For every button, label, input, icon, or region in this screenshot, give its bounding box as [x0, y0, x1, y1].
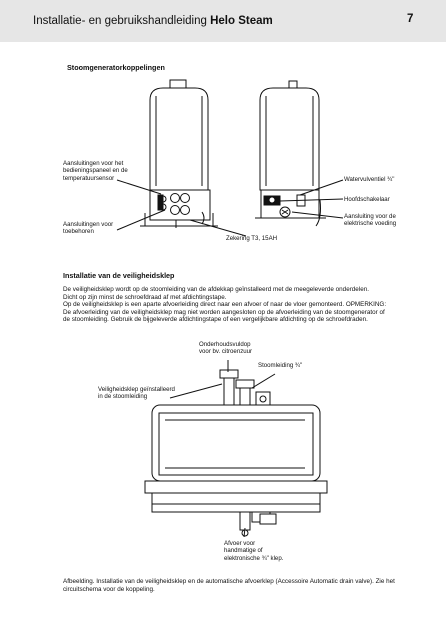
label-control-panel-connections: Aansluitingen voor het bedieningspaneel en de temperatuursensor — [63, 160, 128, 182]
label-drain: Afvoer voor handmatige of elektronische ¾" klep. — [224, 540, 284, 562]
label-maintenance-cap: Onderhoudsvuldop voor bv. citroenzuur — [199, 341, 253, 356]
label-fuse: Zekering T3, 15AH — [226, 235, 278, 242]
label-water-valve: Watervulventiel ¾" — [344, 176, 395, 183]
section-title-connections: Stoomgeneratorkoppelingen — [67, 63, 165, 72]
document-title: Installatie- en gebruikshandleiding Helo Steam — [33, 15, 273, 27]
label-power-connection: Aansluiting voor de elektrische voeding — [344, 213, 397, 228]
product-name: Helo Steam — [210, 15, 273, 27]
generator-left-illustration — [140, 80, 218, 228]
section-title-safety-valve: Installatie van de veiligheidsklep — [63, 271, 175, 280]
label-steam-pipe: Stoomleiding ¾" — [258, 362, 303, 369]
generator-right-illustration — [255, 81, 326, 226]
figure-caption: Afbeelding. Installatie van de veiligheidsklep en de automatische afvoerklep (Accessoire Automatic drain valve). Zie het circuitschema voor de koppeling. — [63, 578, 395, 593]
page-number: 7 — [407, 13, 414, 25]
label-accessory-connections: Aansluitingen voor toebehoren — [63, 221, 114, 236]
label-safety-valve: Veiligheidsklep geïnstalleerd in de stoomleiding — [98, 386, 175, 401]
safety-valve-paragraph: De veiligheidsklep wordt op de stoomleiding van de afdekkap geïnstalleerd met de meegeleverde onderdelen. Dicht op zijn minst de schroefdraad af met afdichtingstape. Op de veiligheidsklep is een aparte afvoerleiding direct naar een afvoer of naar de vloer gemonteerd. OPMERKING: De afvoerleiding van de veiligheidsklep mag niet worden aangesloten op de afvoerleiding van de stoomgenerator of de stoomleiding. Gebruik de bijgeleverde afdichtingstape of een vergelijkbare afdichting op de schroefdraden. — [63, 286, 387, 324]
label-main-switch: Hoofdschakelaar — [344, 196, 390, 203]
